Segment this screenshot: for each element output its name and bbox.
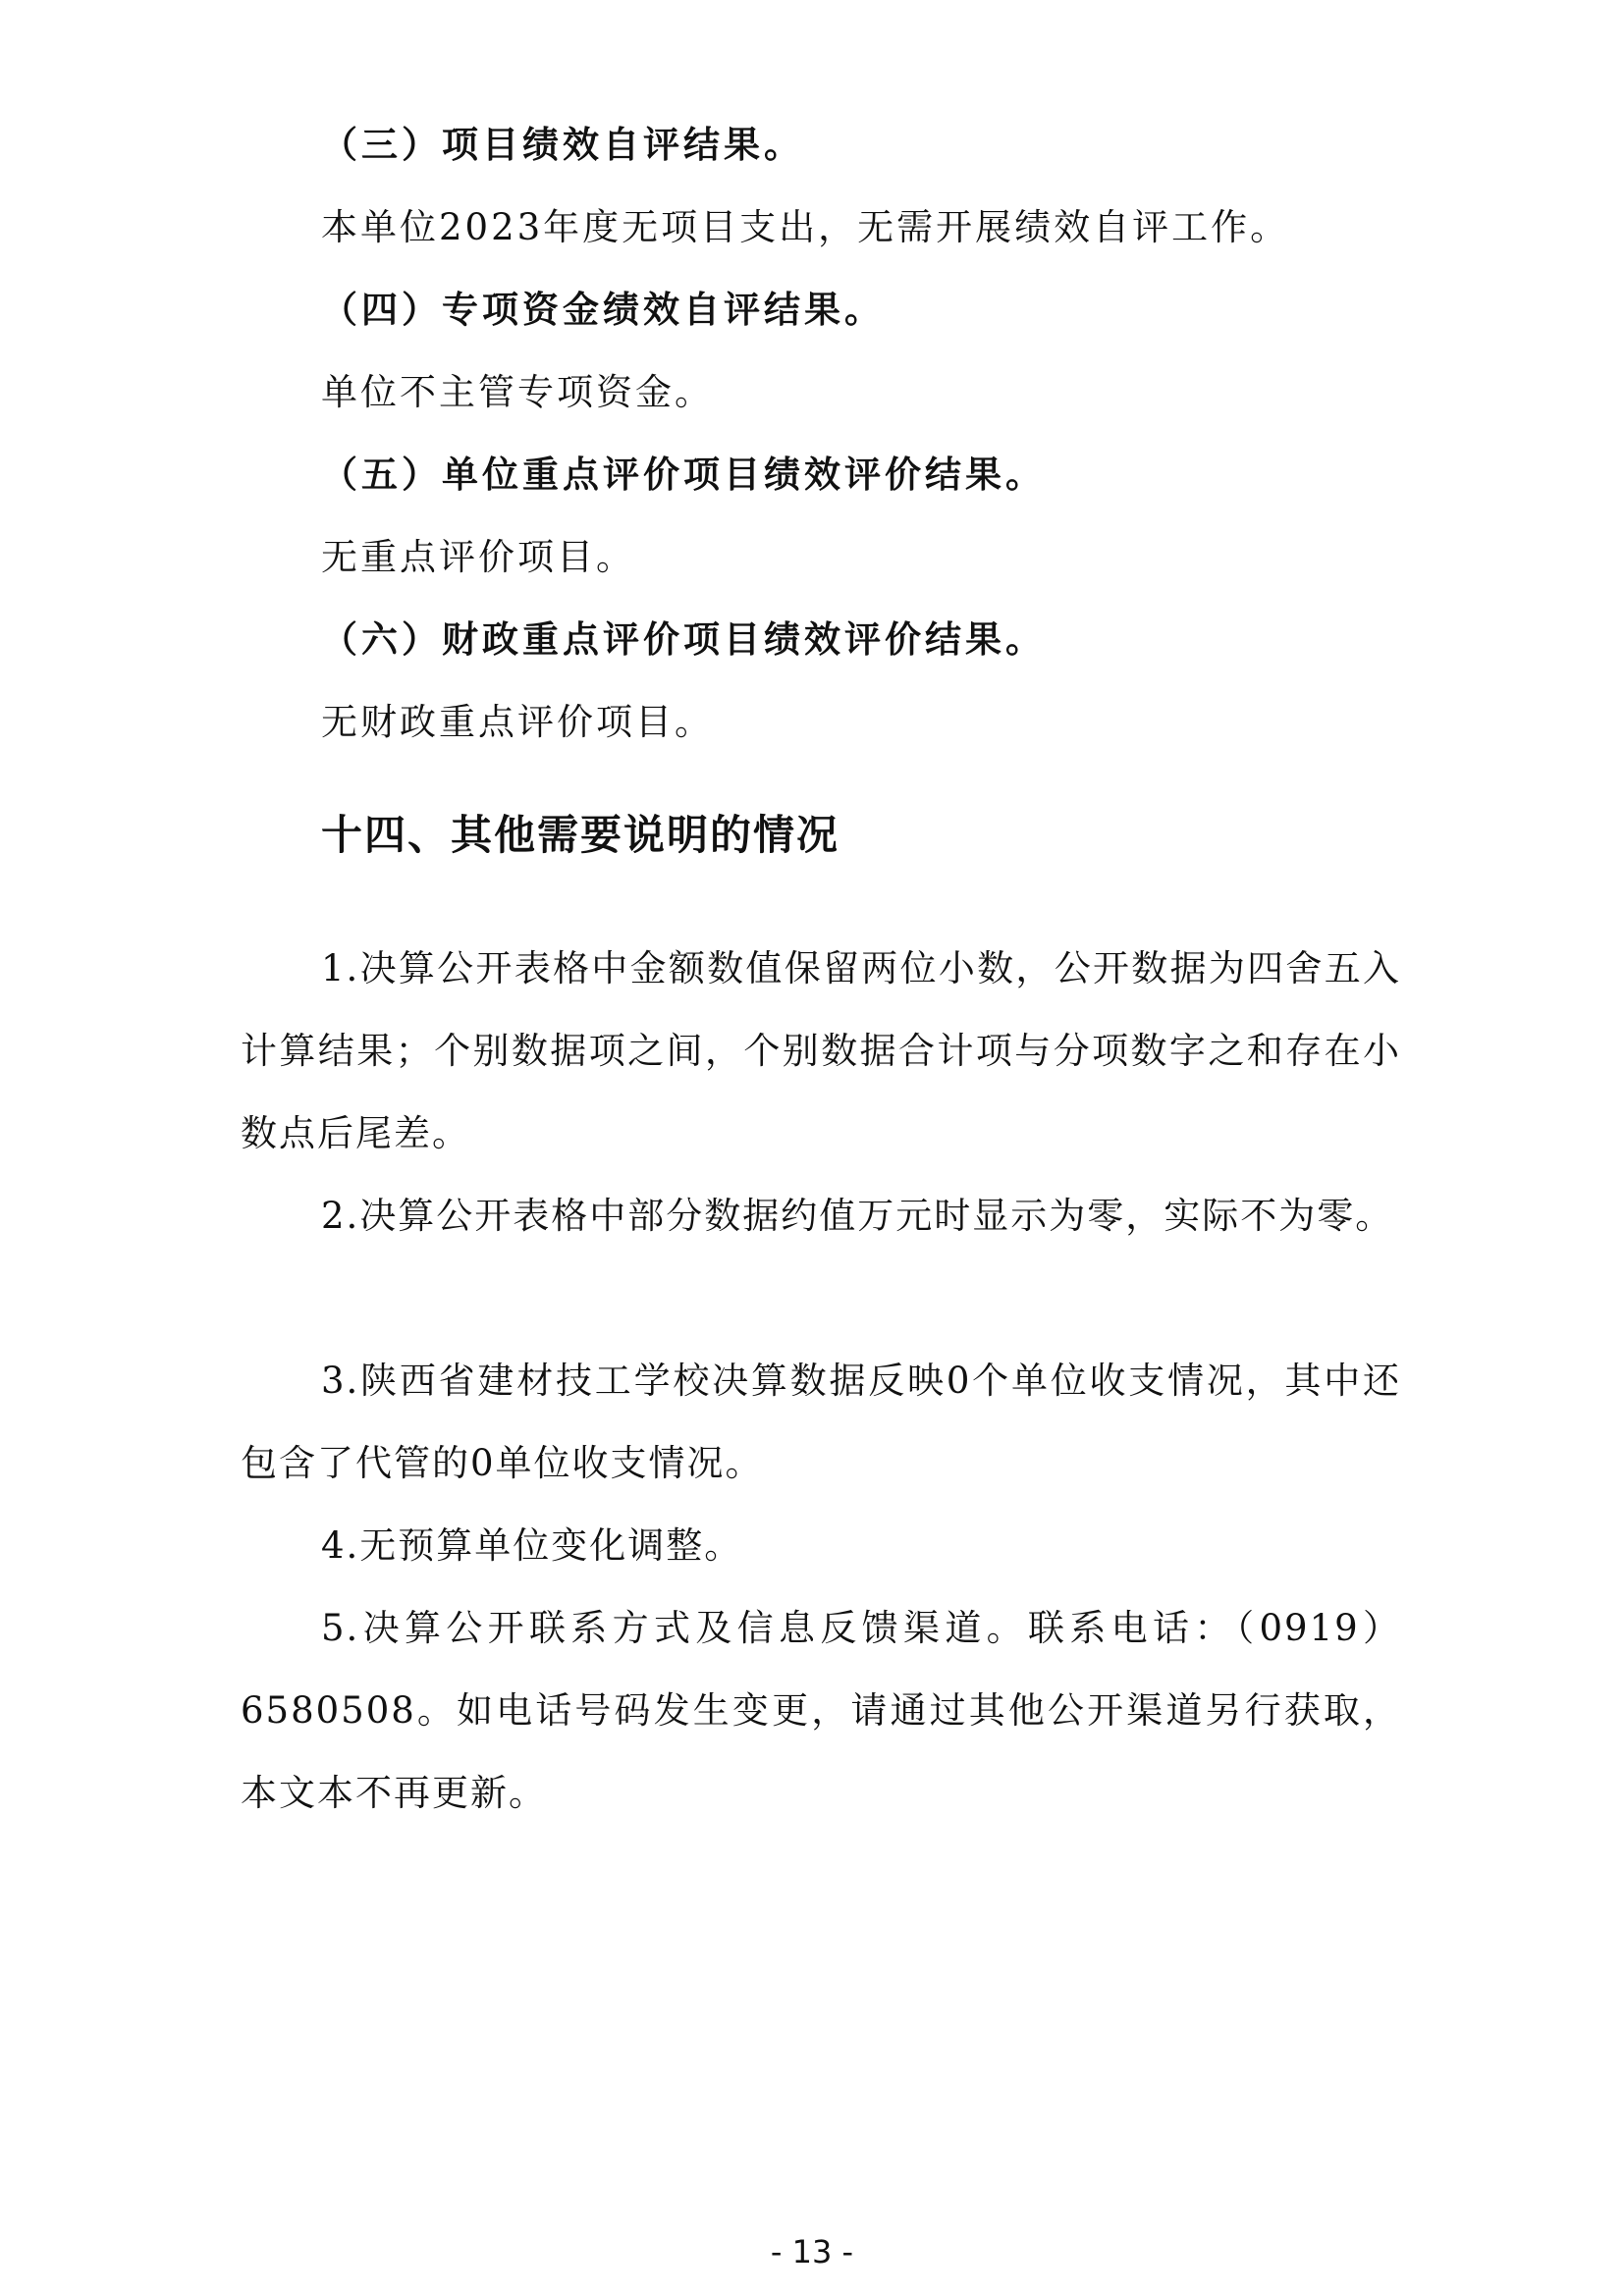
note-item-4: 4.无预算单位变化调整。: [321, 1524, 743, 1567]
section-title-other-notes: 十四、其他需要说明的情况: [321, 811, 840, 859]
paragraph-finance-key-evaluation: 无财政重点评价项目。: [321, 701, 714, 743]
paragraph-project-self-evaluation: 本单位2023年度无项目支出，无需开展绩效自评工作。: [321, 206, 1290, 248]
paragraph-unit-key-evaluation: 无重点评价项目。: [321, 536, 635, 578]
note-item-5: 5.决算公开联系方式及信息反馈渠道。联系电话：（0919）6580508。如电话号码发生变更，请通过其他公开渠道另行获取，本文本不再更新。: [241, 1607, 1401, 1814]
note-item-2: 2.决算公开表格中部分数据约值万元时显示为零，实际不为零。: [321, 1195, 1394, 1237]
subheading-finance-key-evaluation: （六）财政重点评价项目绩效评价结果。: [321, 617, 1046, 661]
paragraph-special-fund-evaluation: 单位不主管专项资金。: [321, 371, 714, 413]
note-item-1: 1.决算公开表格中金额数值保留两位小数，公开数据为四舍五入计算结果；个别数据项之间，个别数据合计项与分项数字之和存在小数点后尾差。: [241, 947, 1401, 1154]
subheading-special-fund-evaluation: （四）专项资金绩效自评结果。: [321, 288, 885, 331]
page-number: - 13 -: [770, 2233, 854, 2270]
note-item-3: 3.陕西省建材技工学校决算数据反映0个单位收支情况，其中还包含了代管的0单位收支情况。: [241, 1360, 1401, 1484]
subheading-project-self-evaluation: （三）项目绩效自评结果。: [321, 123, 804, 166]
subheading-unit-key-evaluation: （五）单位重点评价项目绩效评价结果。: [321, 453, 1046, 496]
